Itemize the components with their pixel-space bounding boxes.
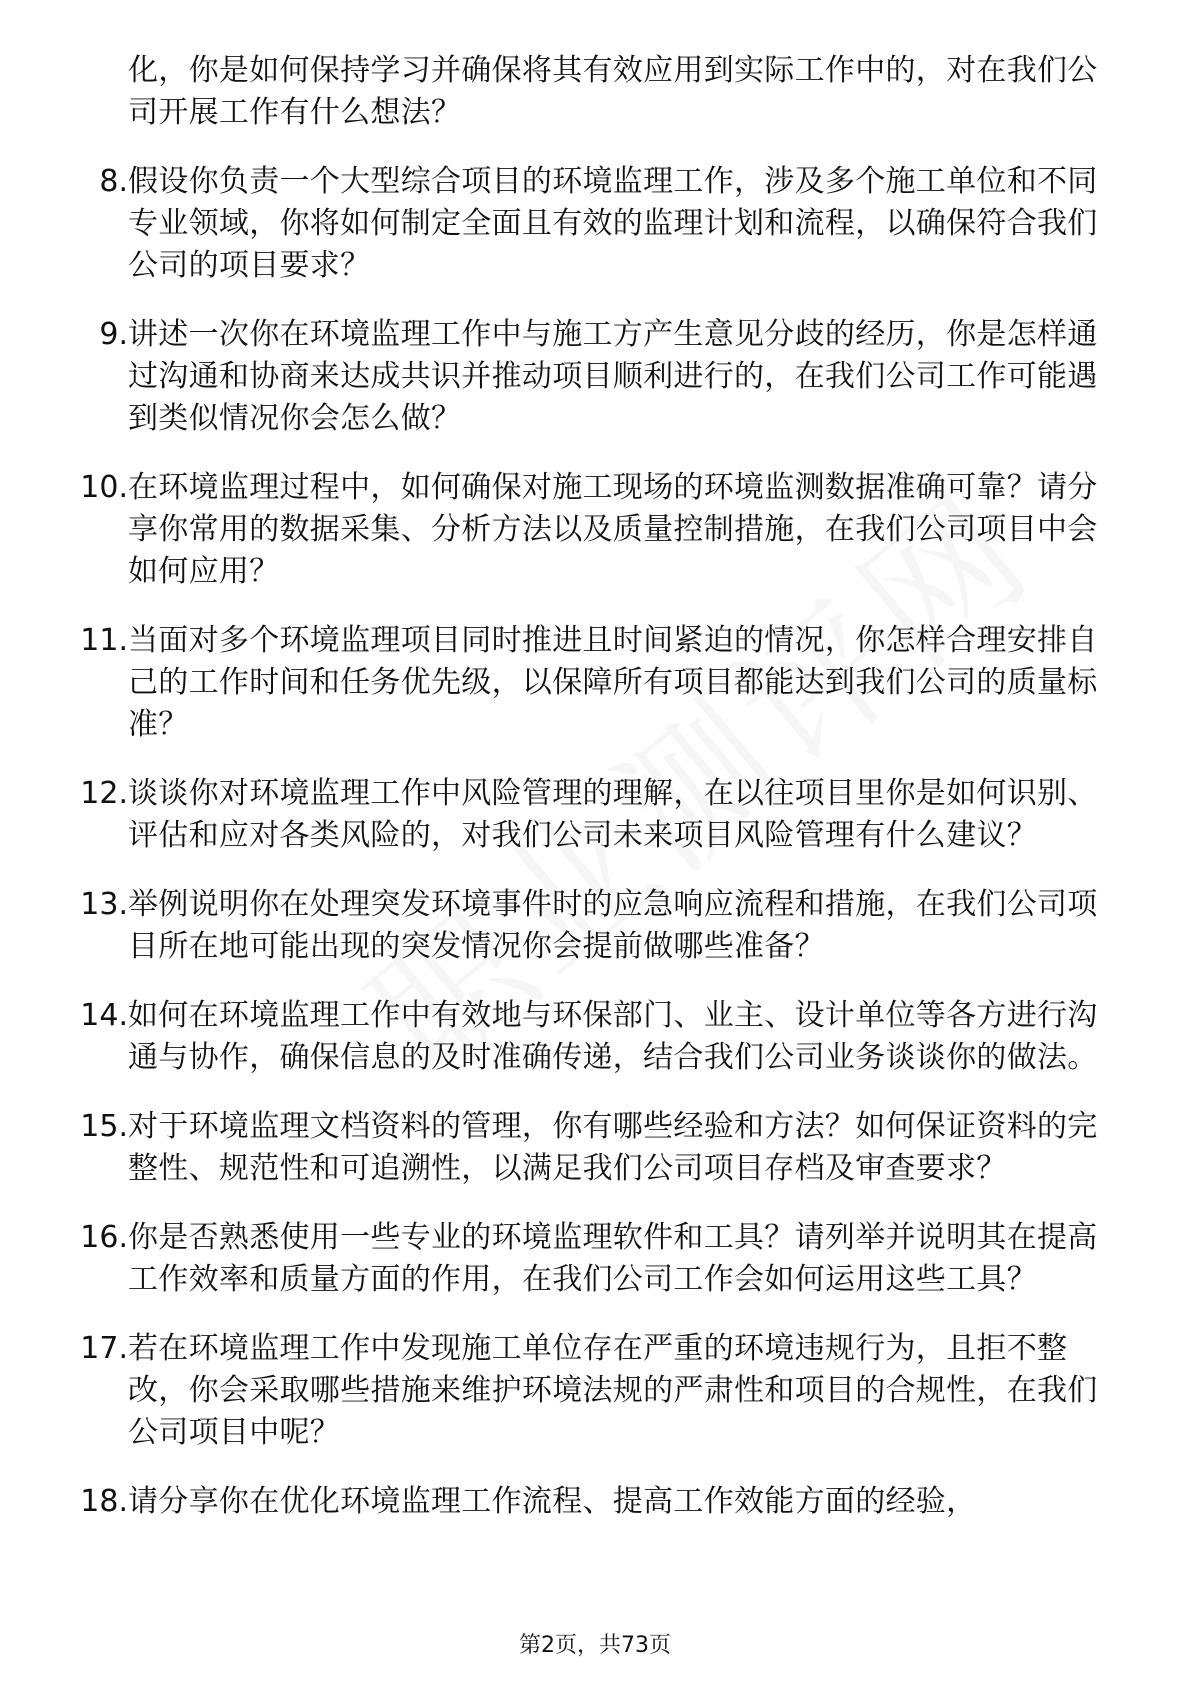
question-item [0, 1217, 1190, 1301]
question-number: 15. [80, 1109, 128, 1144]
question-text: 当面对多个环境监理项目同时推进且时间紧迫的情况，你怎样合理安排自己的工作时间和任务优先级，以保障所有项目都能达到我们公司的质量标准？ [128, 623, 1098, 742]
question-number: 18. [80, 1484, 128, 1519]
question-number: 12. [80, 776, 128, 811]
question-text: 举例说明你在处理突发环境事件时的应急响应流程和措施，在我们公司项目所在地可能出现的突发情况你会提前做哪些准备？ [128, 887, 1098, 964]
question-text: 如何在环境监理工作中有效地与环保部门、业主、设计单位等各方进行沟通与协作，确保信息的及时准确传递，结合我们公司业务谈谈你的做法。 [128, 998, 1098, 1075]
question-text: 在环境监理过程中，如何确保对施工现场的环境监测数据准确可靠？请分享你常用的数据采集、分析方法以及质量控制措施，在我们公司项目中会如何应用？ [128, 470, 1098, 589]
question-item [0, 773, 1190, 857]
question-number: 16. [80, 1220, 128, 1255]
question-text: 假设你负责一个大型综合项目的环境监理工作，涉及多个施工单位和不同专业领域，你将如何制定全面且有效的监理计划和流程，以确保符合我们公司的项目要求？ [128, 164, 1098, 283]
question-item [0, 1481, 1190, 1523]
question-number: 13. [80, 887, 128, 922]
question-text: 你是否熟悉使用一些专业的环境监理软件和工具？请列举并说明其在提高工作效率和质量方面的作用，在我们公司工作会如何运用这些工具？ [128, 1220, 1098, 1297]
question-number: 9. [99, 317, 128, 352]
question-item [0, 1106, 1190, 1190]
question-text: 请分享你在优化环境监理工作流程、提高工作效能方面的经验， [128, 1484, 977, 1519]
question-number: 10. [80, 470, 128, 505]
question-text: 若在环境监理工作中发现施工单位存在严重的环境违规行为，且拒不整改，你会采取哪些措施来维护环境法规的严肃性和项目的合规性，在我们公司项目中呢？ [128, 1331, 1098, 1450]
question-item [0, 1328, 1190, 1454]
question-list [0, 50, 1190, 1550]
question-number: 17. [80, 1331, 128, 1366]
question-text: 讲述一次你在环境监理工作中与施工方产生意见分歧的经历，你是怎样通过沟通和协商来达成共识并推动项目顺利进行的，在我们公司工作可能遇到类似情况你会怎么做？ [128, 317, 1098, 436]
question-text: 谈谈你对环境监理工作中风险管理的理解，在以往项目里你是如何识别、评估和应对各类风险的，对我们公司未来项目风险管理有什么建议？ [128, 776, 1098, 853]
question-item [0, 314, 1190, 440]
question-item [0, 620, 1190, 746]
question-number: 11. [80, 623, 128, 658]
question-continuation [0, 50, 1190, 134]
page-footer: 第2页，共73页 [519, 1633, 671, 1658]
question-item [0, 467, 1190, 593]
question-item [0, 161, 1190, 287]
question-number: 8. [99, 164, 128, 199]
question-item [0, 995, 1190, 1079]
question-item [0, 884, 1190, 968]
question-text: 化，你是如何保持学习并确保将其有效应用到实际工作中的，对在我们公司开展工作有什么想法？ [128, 53, 1098, 130]
question-number: 14. [80, 998, 128, 1033]
question-text: 对于环境监理文档资料的管理，你有哪些经验和方法？如何保证资料的完整性、规范性和可追溯性，以满足我们公司项目存档及审查要求？ [128, 1109, 1098, 1186]
